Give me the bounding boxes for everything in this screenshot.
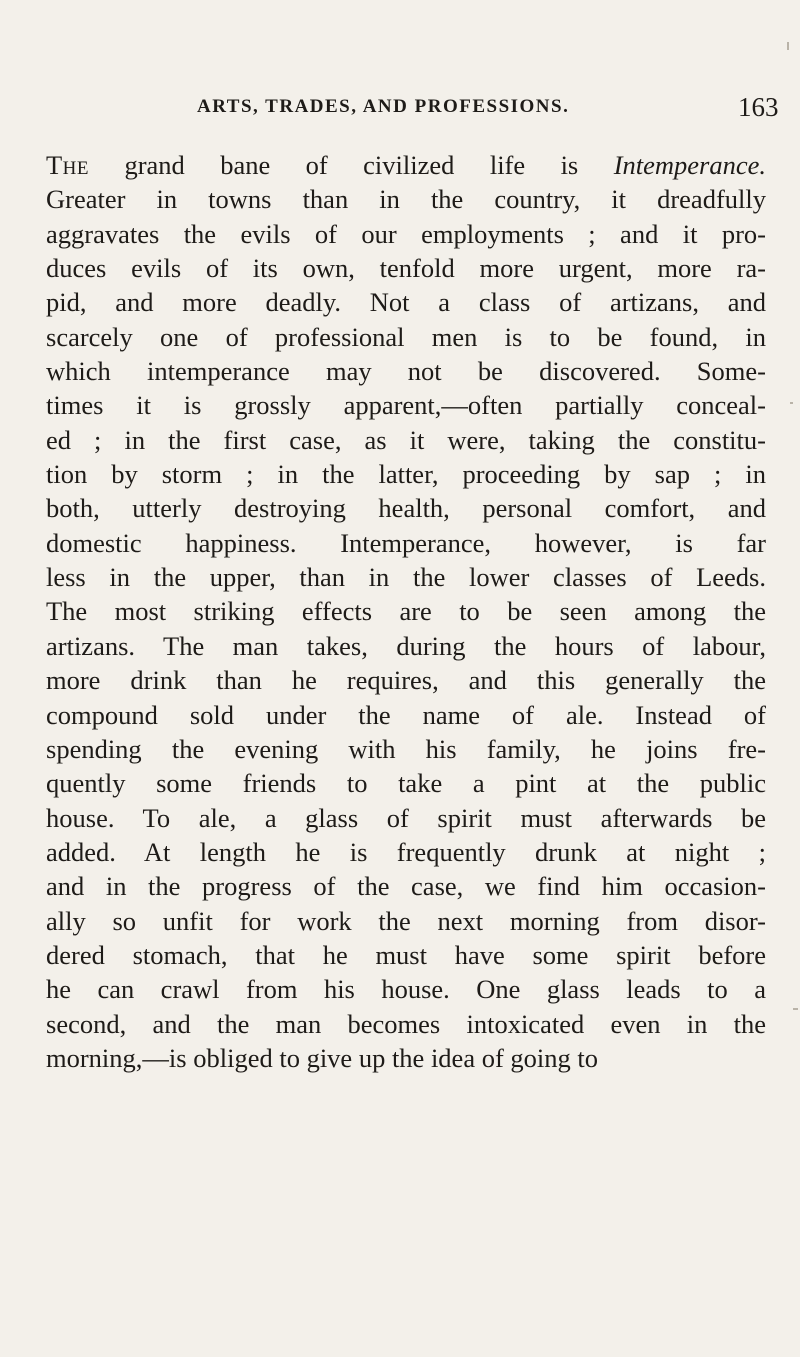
text-line: [46, 148, 766, 182]
emphasized-word: Intemperance.: [613, 150, 766, 180]
text-line: both, utterly destroying health, personal comfort, and: [46, 493, 766, 524]
text-line: scarcely one of professional men is to be found, in: [46, 321, 766, 352]
text-line: and in the progress of the case, we find him occasion-: [46, 871, 766, 902]
text-line: domestic happiness. Intemperance, however, is far: [46, 527, 766, 558]
text-line: added. At length he is frequently drunk at night ;: [46, 836, 766, 867]
text-line: house. To ale, a glass of spirit must afterwards be: [46, 802, 766, 833]
text-line: pid, and more deadly. Not a class of artizans, and: [46, 287, 766, 318]
text-line: morning,—is obliged to give up the idea of going to: [46, 1042, 599, 1073]
text-line: The most striking effects are to be seen among the: [46, 596, 766, 627]
running-head-title: ARTS, TRADES, AND PROFESSIONS.: [197, 96, 570, 117]
text-line-segment: grand bane of civilized life is: [89, 150, 614, 180]
text-line: artizans. The man takes, during the hours of labour,: [46, 630, 766, 661]
margin-speck: [787, 42, 789, 50]
text-line: compound sold under the name of ale. Instead of: [46, 699, 766, 730]
text-line: times it is grossly apparent,—often partially conceal-: [46, 390, 766, 421]
margin-speck: [790, 402, 793, 404]
text-line: ed ; in the first case, as it were, taking the constitu-: [46, 424, 766, 455]
text-line: quently some friends to take a pint at the public: [46, 768, 766, 799]
text-line: ally so unfit for work the next morning from disor-: [46, 905, 766, 936]
margin-speck: [793, 1008, 798, 1010]
text-line: more drink than he requires, and this generally the: [46, 665, 766, 696]
body-paragraph: [46, 148, 766, 1075]
text-line: duces evils of its own, tenfold more urgent, more ra-: [46, 253, 766, 284]
text-line: tion by storm ; in the latter, proceeding by sap ; in: [46, 459, 766, 490]
text-line: dered stomach, that he must have some spirit before: [46, 939, 766, 970]
paragraph-lead-word: The: [46, 150, 90, 180]
text-line: Greater in towns than in the country, it dreadfully: [46, 184, 766, 215]
text-line: which intemperance may not be discovered. Some-: [46, 356, 766, 387]
text-line: spending the evening with his family, he joins fre-: [46, 733, 766, 764]
text-line: aggravates the evils of our employments ; and it pro-: [46, 218, 766, 249]
text-line: he can crawl from his house. One glass leads to a: [46, 974, 766, 1005]
text-line: second, and the man becomes intoxicated even in the: [46, 1008, 766, 1039]
page-number: 163: [738, 92, 779, 122]
text-line: less in the upper, than in the lower classes of Leeds.: [46, 562, 766, 593]
running-head: [0, 92, 800, 132]
